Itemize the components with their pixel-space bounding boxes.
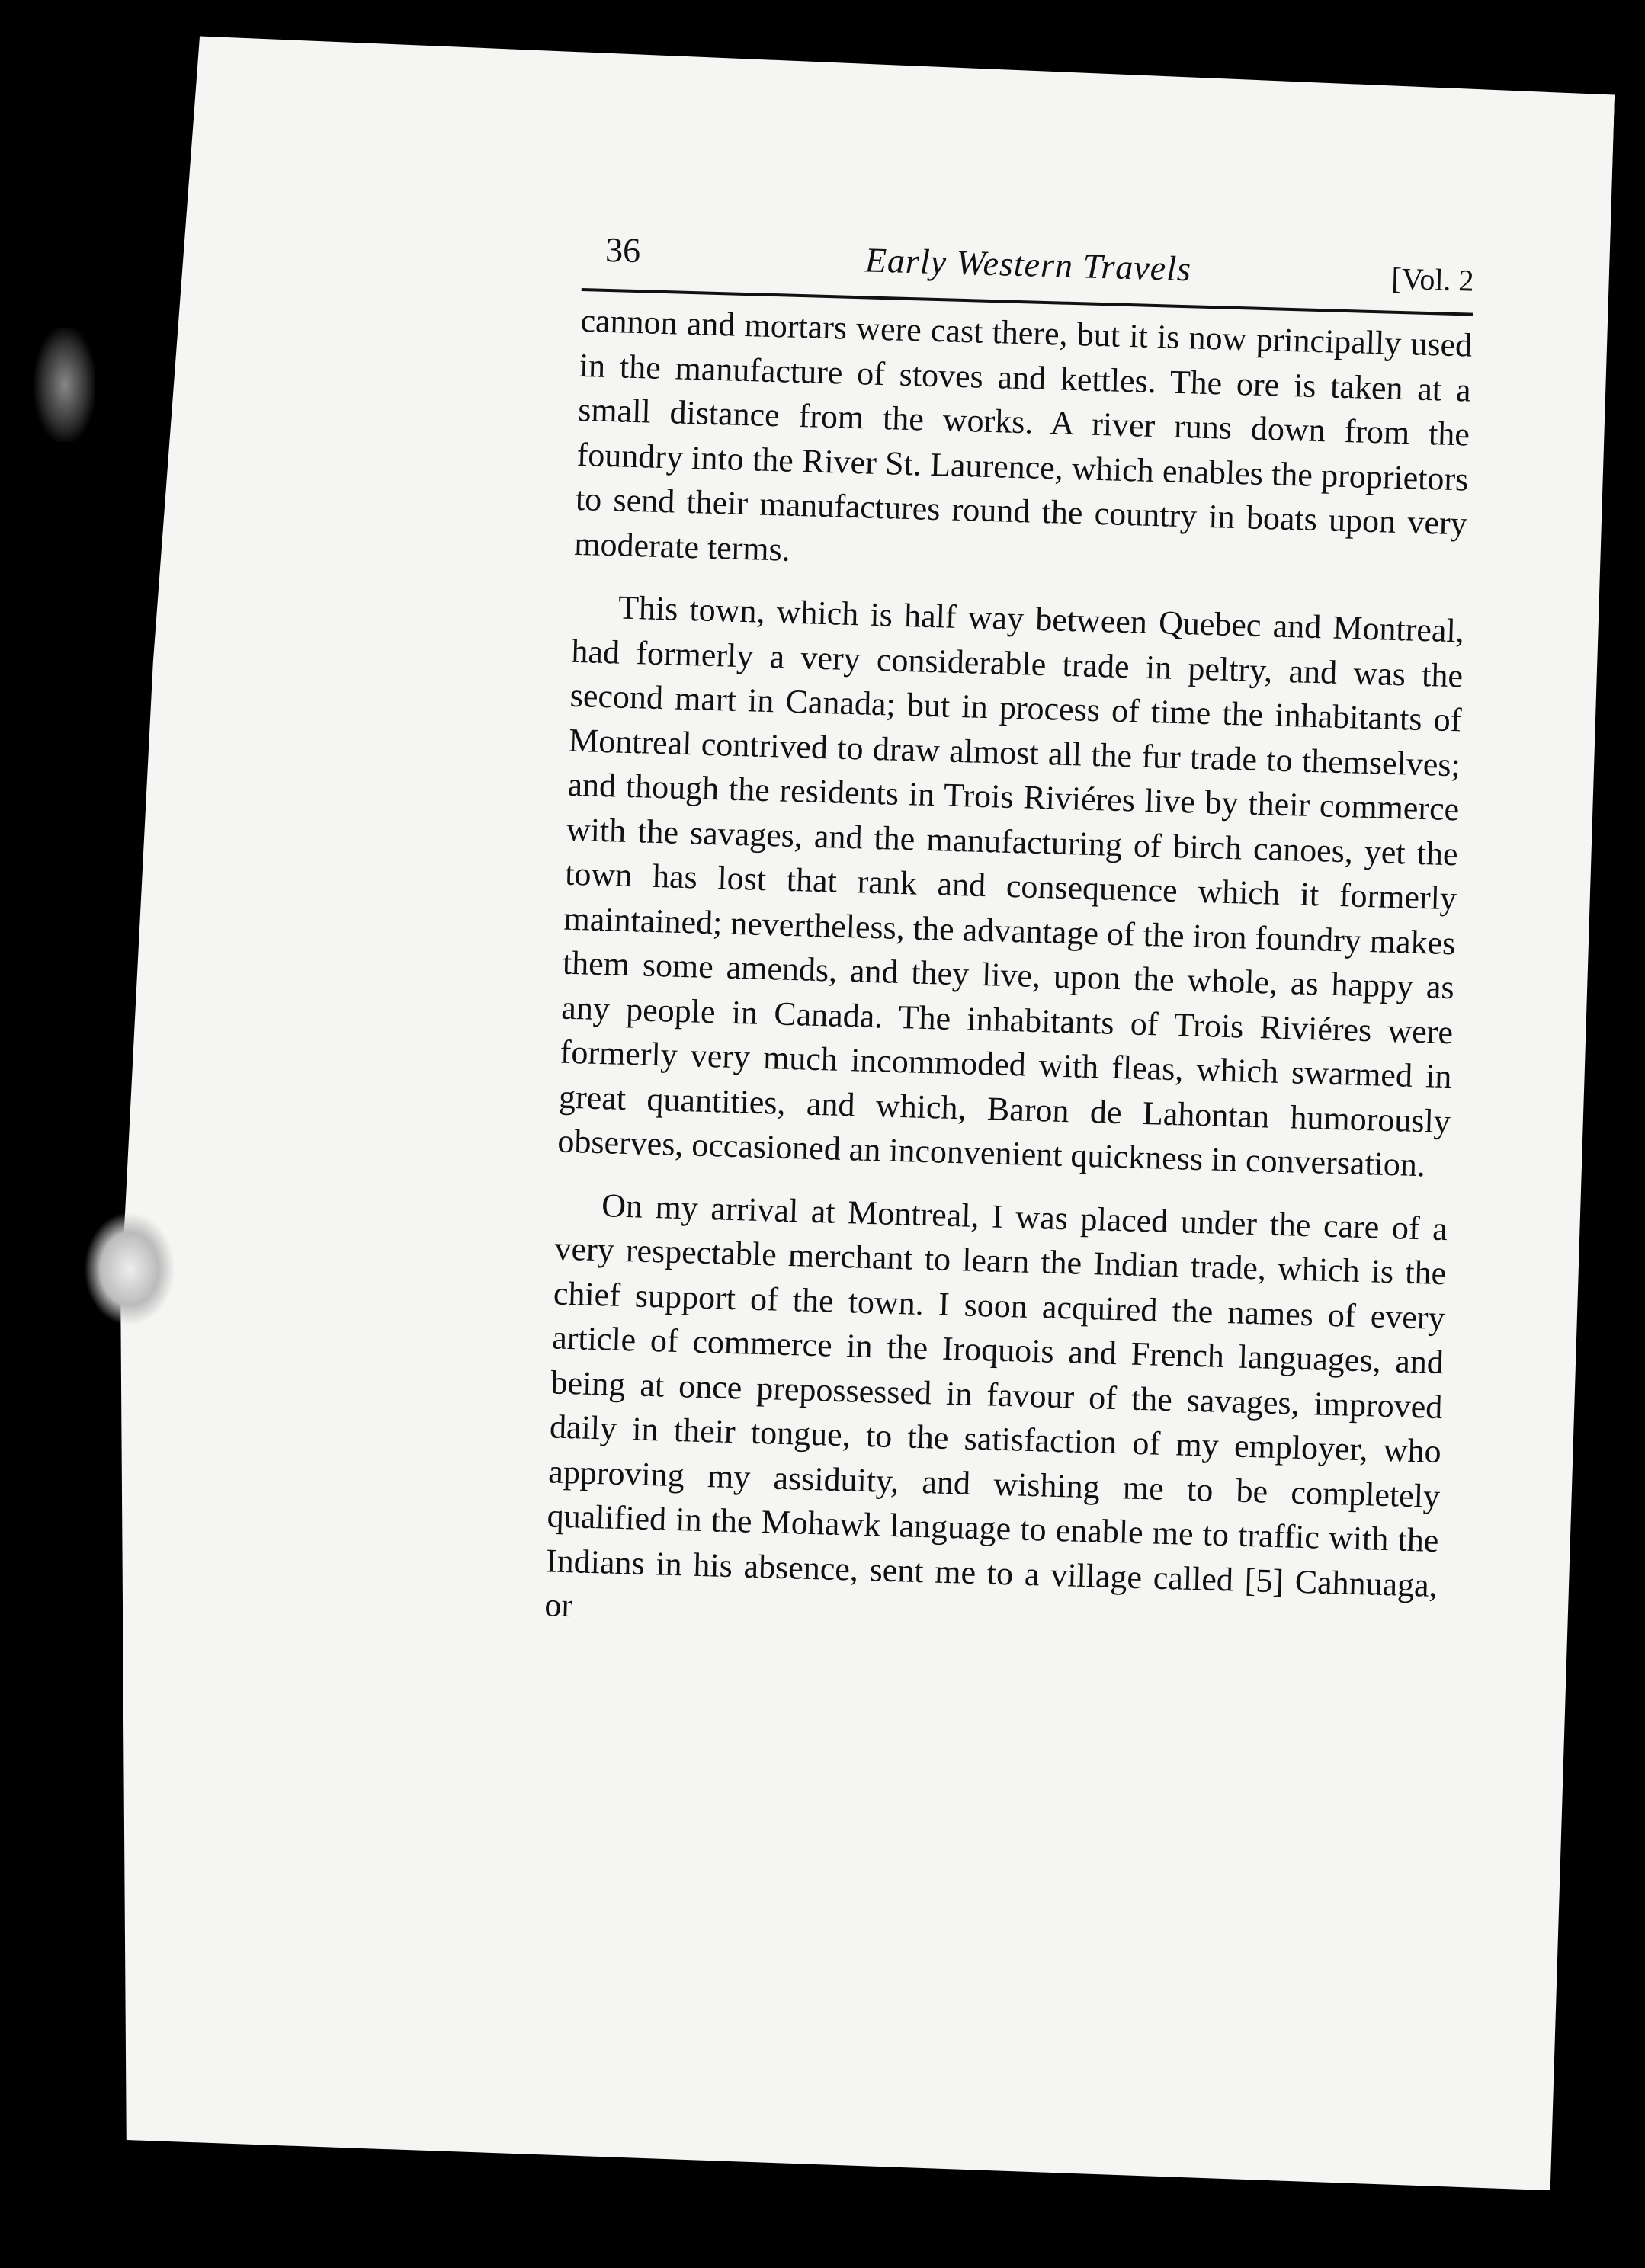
scan-blur-mark [34,328,95,442]
body-text [544,299,1473,1652]
running-title: Early Western Travels [864,240,1192,289]
paper-damage-mark [84,1212,175,1326]
paragraph-2: This town, which is half way between Quebec and Montreal, had formerly a very considerable trade in peltry, and was the second mart in Canada; but in process of time the inhabitants of Montreal contrived to draw almost all the fur trade to themselves; and though the residents in Trois Riviéres live by their commerce with the savages, and the manufacturing of birch canoes, yet the town has lost that rank and consequence which it formerly maintained; nevertheless, the advantage of the iron foundry makes them some amends, and they live, upon the whole, as happy as any people in Canada. The inhabitants of Trois Riviéres were formerly very much incommoded with fleas, which swarmed in great quantities, and which, Baron de Lahontan humorously observes, occasioned an inconvenient quickness in conversation. [556,588,1465,1184]
page-content [544,229,1474,1671]
page-number: 36 [604,229,641,271]
volume-label: [Vol. 2 [1390,261,1475,298]
paragraph-1: cannon and mortars were cast there, but it is now principally used in the manufacture of stoves and kettles. The ore is taken at a small distance from the works. A river runs down from the foundry into the River St. Laurence, which enables the proprietors to send their manufactures round the country in boats upon very moderate terms. [573,301,1473,569]
paragraph-3: On my arrival at Montreal, I was placed under the care of a very respectable merchant to learn the Indian trade, which is the chief support of the town. I soon acquired the names of every article of commerce in the Iroquois and French languages, and being at once prepossessed in favour of the savages, improved daily in their tongue, to the satisfaction of my employer, who approving my assiduity, and wishing me to be completely qualified in the Mohawk language to enable me to traffic with the Indians in his absence, sent me to a village called [5] Cahnuaga, or [544,1186,1448,1625]
